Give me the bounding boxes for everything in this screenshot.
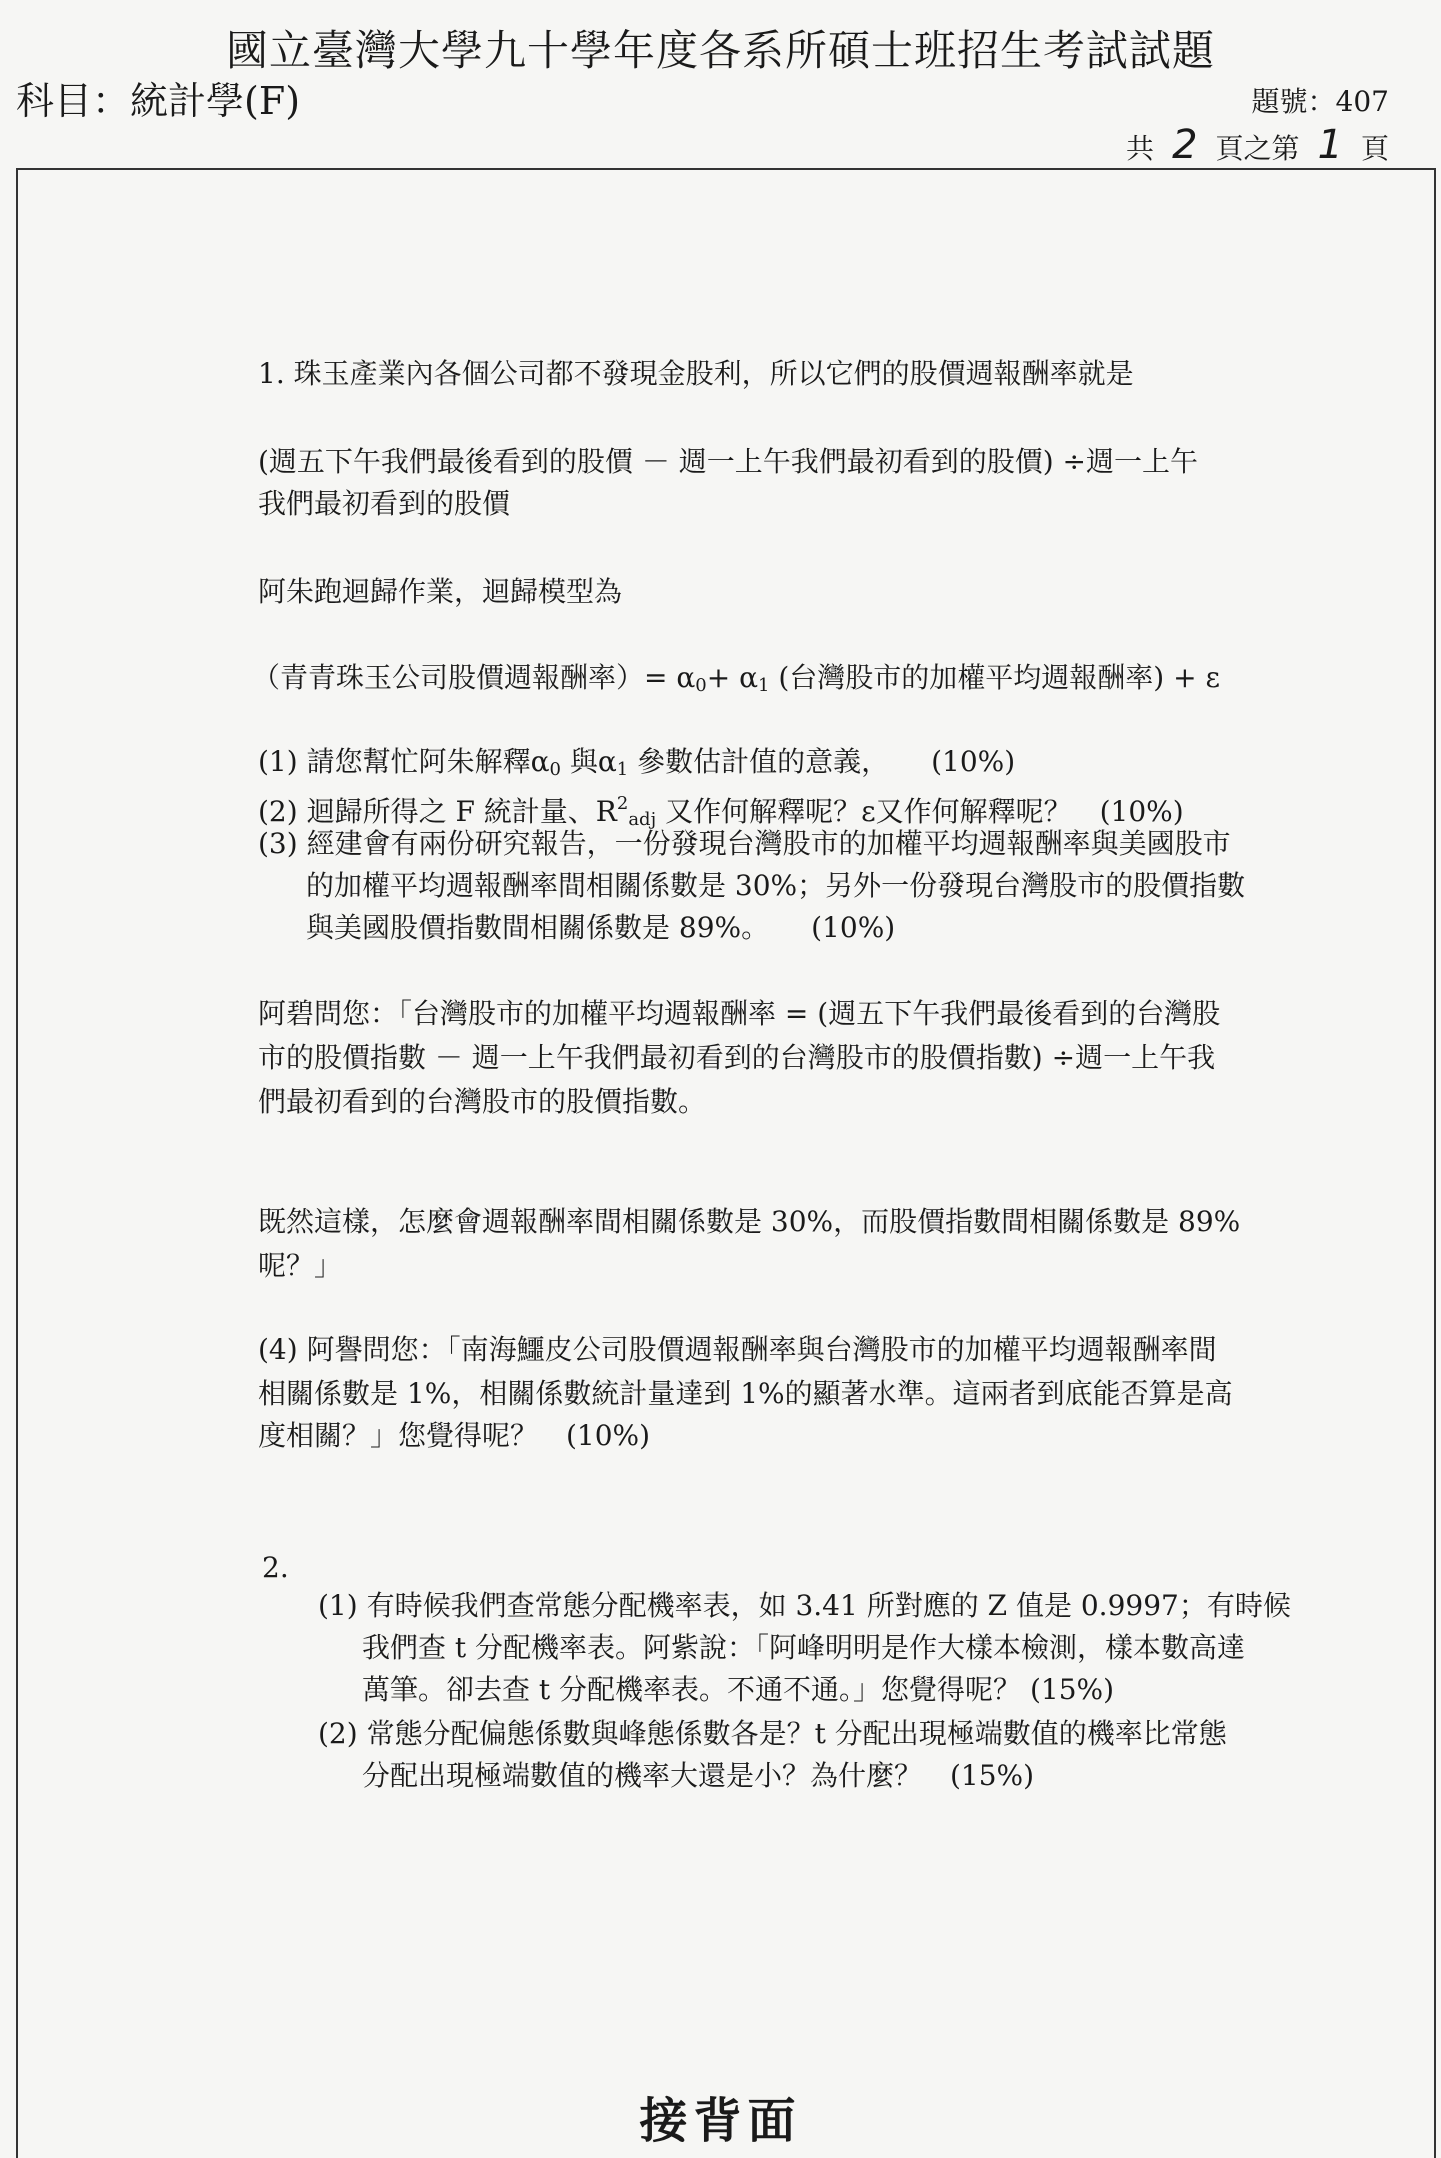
q1-bi-line3: 們最初看到的台灣股市的股價指數。 xyxy=(258,1085,707,1118)
q2-part2-line2: 分配出現極端數值的機率大還是小？為什麼？ (15%) xyxy=(362,1759,1035,1792)
q1-model-intro: 阿朱跑迴歸作業，迴歸模型為 xyxy=(258,575,623,608)
subject-label: 科目：統計學(F) xyxy=(16,79,301,123)
q2-part2-line1: (2) 常態分配偏態係數與峰態係數各是？t 分配出現極端數值的機率比常態 xyxy=(318,1717,1227,1750)
q1-part4-line2: 相關係數是 1%，相關係數統計量達到 1%的顯著水準。這兩者到底能否算是高 xyxy=(258,1377,1233,1410)
q1-bi-line1: 阿碧問您：「台灣股市的加權平均週報酬率 = (週五下午我們最後看到的台灣股 xyxy=(258,997,1221,1030)
q1-part1: (1) 請您幫忙阿朱解釋$\alpha_0$ 與$\alpha_1$ 參數估計值的意義， (10%) xyxy=(258,745,1016,780)
turn-over-note: 接背面 xyxy=(639,2093,802,2149)
q2-part1-line2: 我們查 t 分配機率表。阿紫說：「阿峰明明是作大樣本檢測，樣本數高達 xyxy=(362,1631,1246,1664)
page-total: 2 xyxy=(1172,122,1198,168)
question-number: 題號：407 xyxy=(1251,85,1389,118)
q1-intro: 1. 珠玉產業內各個公司都不發現金股利，所以它們的股價週報酬率就是 xyxy=(258,357,1134,390)
q1-model-equation: （青青珠玉公司股價週報酬率）= $\alpha_0+ \alpha_1$ (台灣股市的加權平均週報酬率) + ε xyxy=(252,661,1220,696)
q1-part4-line3: 度相關？」您覺得呢？ (10%) xyxy=(258,1419,651,1452)
q1-part3-line1: (3) 經建會有兩份研究報告，一份發現台灣股市的加權平均週報酬率與美國股市 xyxy=(258,827,1231,860)
page-total-prefix: 共 xyxy=(1126,132,1155,165)
q2-part1-line1: (1) 有時候我們查常態分配機率表，如 3.41 所對應的 Z 值是 0.9997；有時候 xyxy=(318,1589,1291,1622)
q1-bi-line5: 呢？」 xyxy=(258,1249,343,1282)
q2-number: 2. xyxy=(262,1551,289,1584)
q1-bi-line4: 既然這樣，怎麼會週報酬率間相關係數是 30%，而股價指數間相關係數是 89% xyxy=(258,1205,1241,1238)
page-current-prefix: 頁之第 xyxy=(1215,132,1300,165)
q1-formula-line1: (週五下午我們最後看到的股價 － 週一上午我們最初看到的股價) ÷週一上午 xyxy=(258,445,1199,478)
q1-part4-line1: (4) 阿譽問您：「南海鱷皮公司股價週報酬率與台灣股市的加權平均週報酬率間 xyxy=(258,1333,1217,1366)
q1-part3-line3: 與美國股價指數間相關係數是 89%。 (10%) xyxy=(306,911,896,944)
exam-title: 國立臺灣大學九十學年度各系所碩士班招生考試試題 xyxy=(225,26,1215,75)
q1-part3-line2: 的加權平均週報酬率間相關係數是 30%；另外一份發現台灣股市的股價指數 xyxy=(306,869,1246,902)
q2-part1-line3: 萬筆。卻去查 t 分配機率表。不通不通。」您覺得呢？ (15%) xyxy=(362,1673,1115,1706)
page-suffix: 頁 xyxy=(1360,132,1389,165)
page-info xyxy=(1126,122,1389,168)
q1-bi-line2: 市的股價指數 － 週一上午我們最初看到的台灣股市的股價指數) ÷週一上午我 xyxy=(258,1041,1216,1074)
q1-formula-line2: 我們最初看到的股價 xyxy=(258,487,511,520)
page-current: 1 xyxy=(1317,122,1343,168)
q1-part2: (2) 迴歸所得之 F 統計量、$R^2_{adj}$ 又作何解釋呢？ε又作何解釋呢？ (10%) xyxy=(258,793,1184,830)
